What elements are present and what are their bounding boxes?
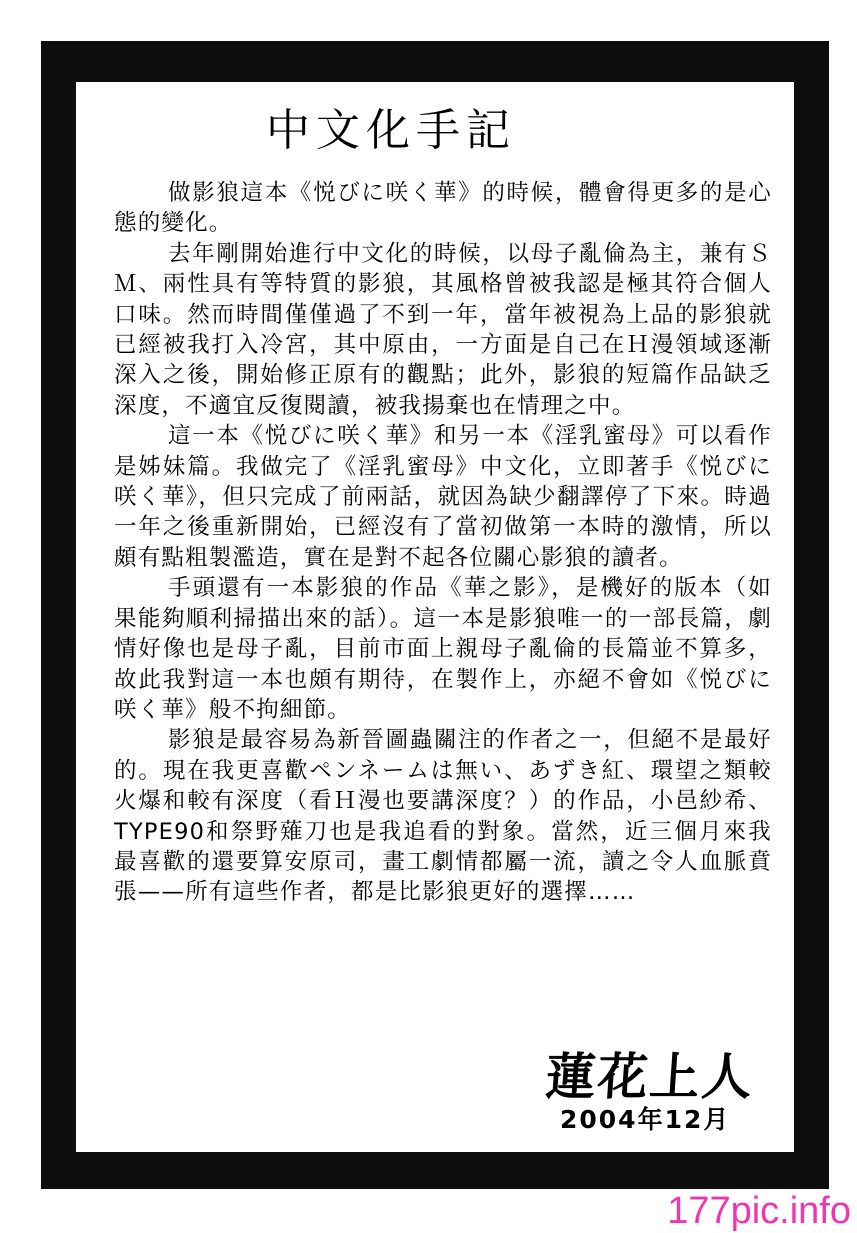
author-signature: 蓮花上人 bbox=[543, 1048, 756, 1106]
paragraph-2: 去年剛開始進行中文化的時候，以母子亂倫為主，兼有ＳＭ、兩性具有等特質的影狼，其風格曾被我認是極其符合個人口味。然而時間僅僅過了不到一年，當年被視為上品的影狼就已經被我打入冷宮，其中原由，一方面是自己在Ｈ漫領域逐漸深入之後，開始修正原有的觀點；此外，影狼的短篇作品缺乏深度，不適宜反復閱讀，被我揚棄也在情理之中。 bbox=[114, 240, 772, 419]
paragraph-5: 影狼是最容易為新晉圖蟲關注的作者之一，但絕不是最好的。現在我更喜歡ペンネームは無い、あずき紅、環望之類較火爆和較有深度（看Ｈ漫也要講深度？）的作品，小邑紗希、TYPE90和祭野薙刀也是我追看的對象。當然，近三個月來我最喜歡的還要算安原司，畫工劇情都屬一流，讀之令人血脈賁張——所有這些作者，都是比影狼更好的選擇…… bbox=[114, 727, 772, 906]
signature-date: 2004年12月 bbox=[560, 1105, 731, 1134]
paragraph-4: 手頭還有一本影狼的作品《華之影》，是機好的版本（如果能夠順利掃描出來的話）。這一本是影狼唯一的一部長篇，劇情好像也是母子亂，目前市面上親母子亂倫的長篇並不算多，故此我對這一本也頗有期待，在製作上，亦絕不會如《悦びに咲く華》般不拘細節。 bbox=[114, 575, 772, 723]
document-body bbox=[114, 178, 772, 908]
paragraph-1: 做影狼這本《悦びに咲く華》的時候，體會得更多的是心態的變化。 bbox=[114, 180, 772, 237]
watermark-text: 177pic.info bbox=[667, 1190, 851, 1232]
page-title: 中文化手記 bbox=[266, 105, 516, 156]
document-page bbox=[76, 82, 794, 1152]
paragraph-3: 這一本《悦びに咲く華》和另一本《淫乳蜜母》可以看作是姊妹篇。我做完了《淫乳蜜母》中文化，立即著手《悦びに咲く華》，但只完成了前兩話，就因為缺少翻譯停了下來。時過一年之後重新開始，已經沒有了當初做第一本時的激情，所以頗有點粗製濫造，實在是對不起各位關心影狼的讀者。 bbox=[114, 423, 772, 571]
